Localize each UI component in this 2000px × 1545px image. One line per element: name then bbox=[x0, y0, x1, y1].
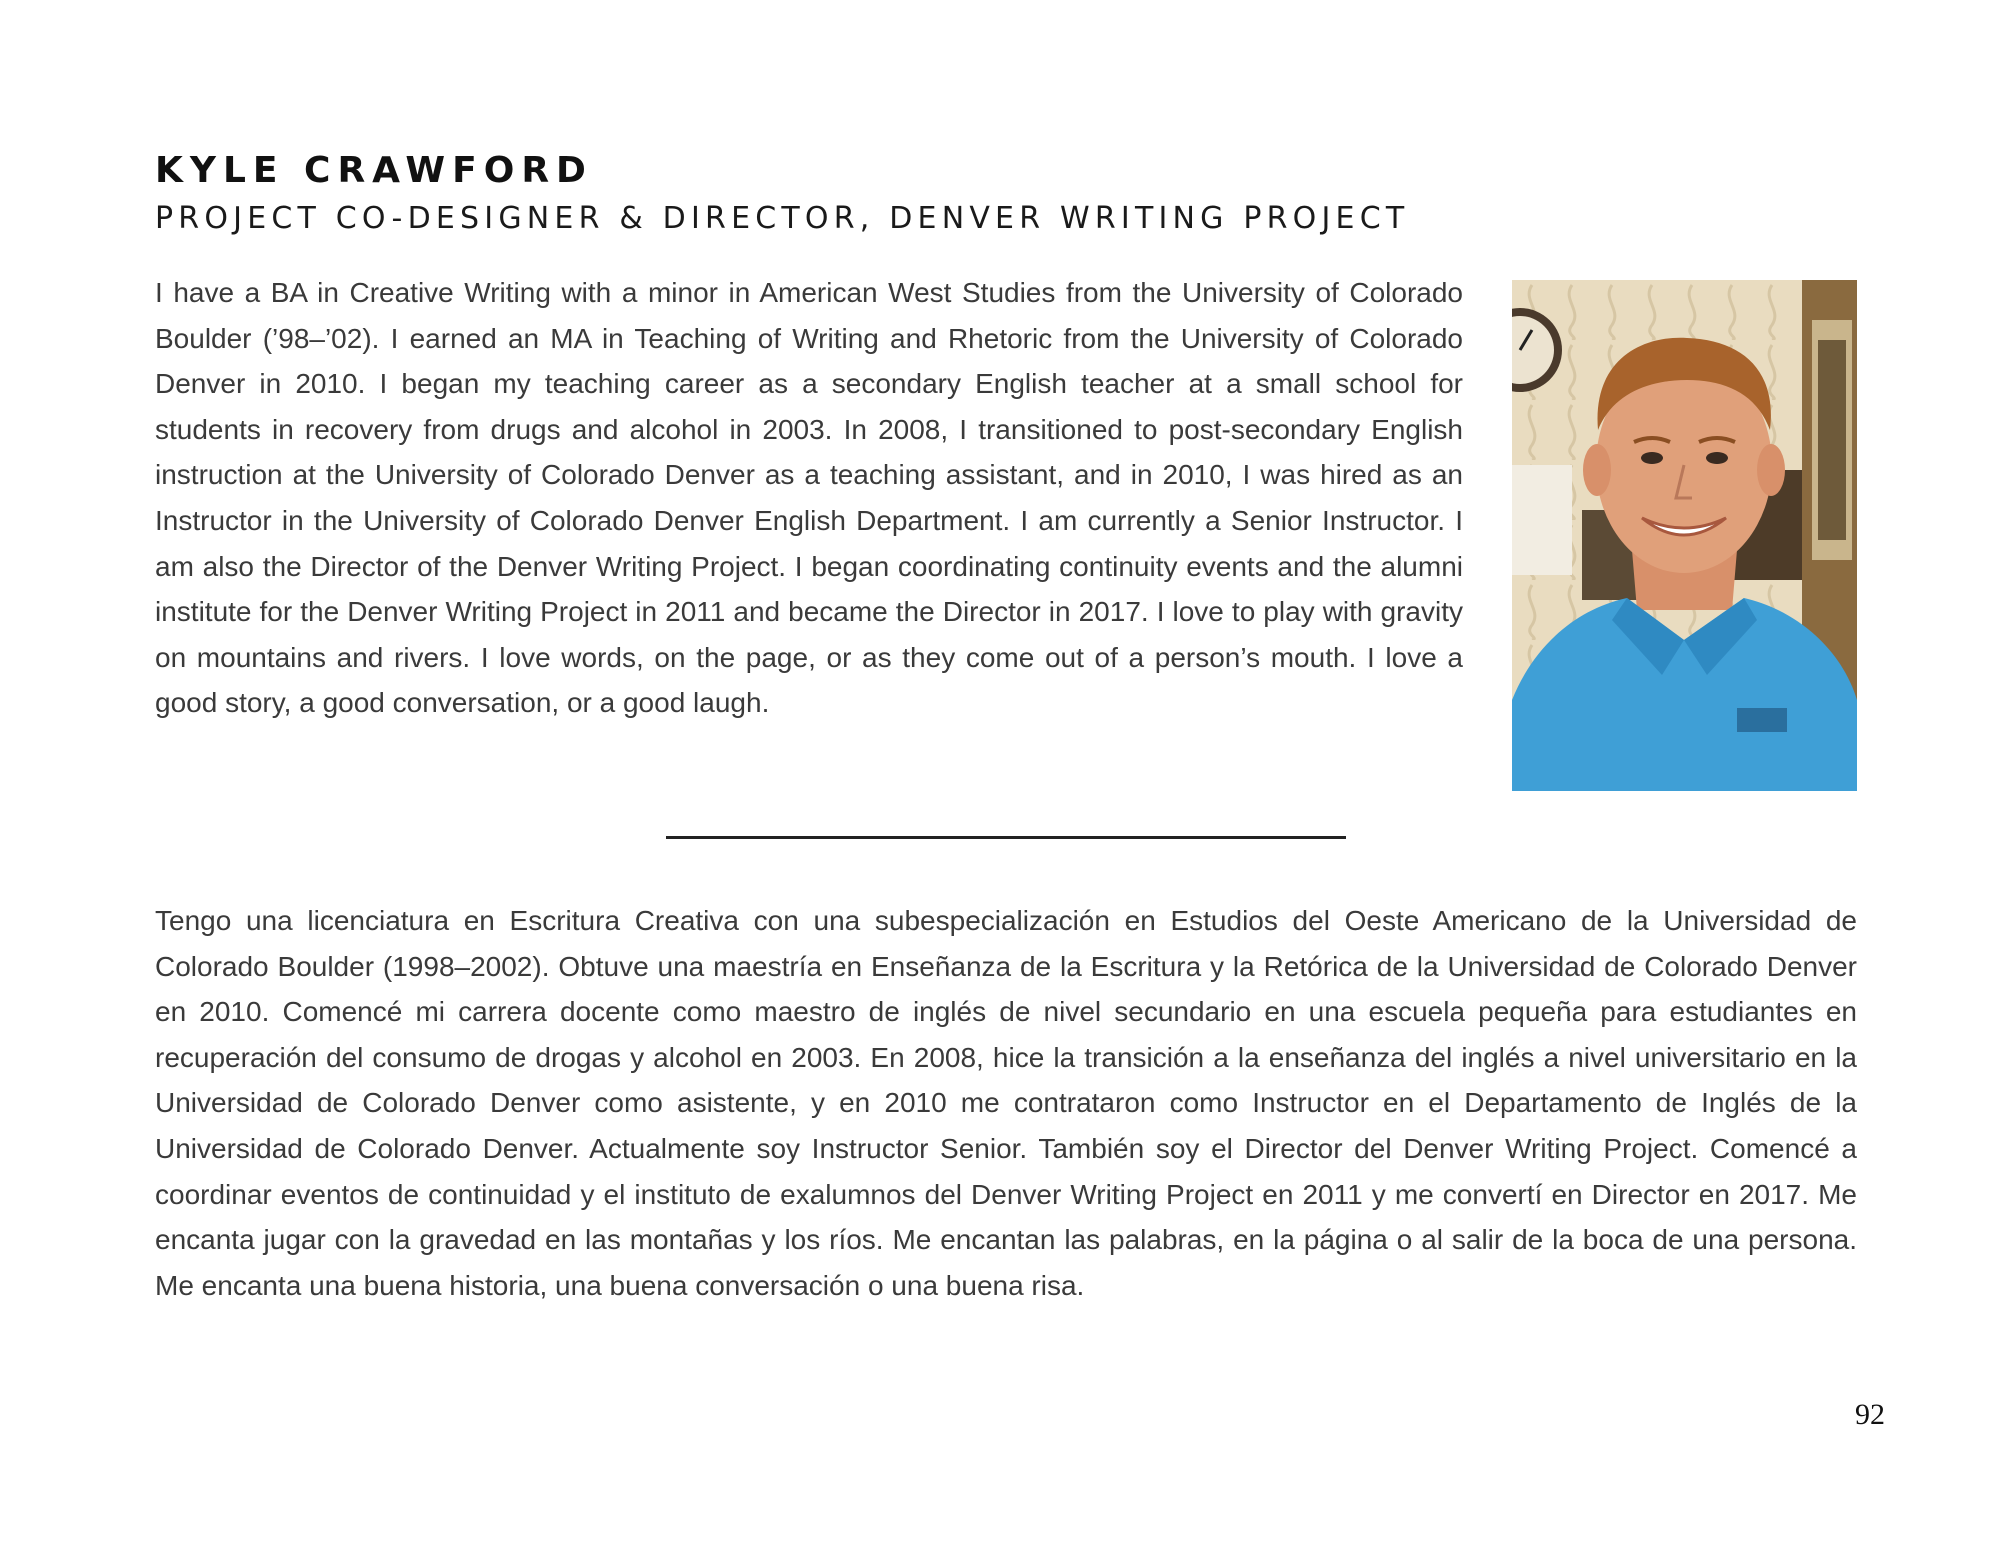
person-role: PROJECT CO-DESIGNER & DIRECTOR, DENVER WRITING PROJECT bbox=[155, 201, 1410, 236]
page-number: 92 bbox=[1855, 1398, 1885, 1431]
bio-english: I have a BA in Creative Writing with a minor in American West Studies from the University of Colorado Boulder (’98–’02). I earned an MA in Teaching of Writing and Rhetoric from the University of Colorado Denver in 2010. I began my teaching career as a secondary English teacher at a small school for students in recovery from drugs and alcohol in 2003. In 2008, I transitioned to post-secondary English instruction at the University of Colorado Denver as a teaching assistant, and in 2010, I was hired as an Instructor in the University of Colorado Denver English Department. I am currently a Senior Instructor. I am also the Director of the Denver Writing Project. I began coordinating continuity events and the alumni institute for the Denver Writing Project in 2011 and became the Director in 2017. I love to play with gravity on mountains and rivers. I love words, on the page, or as they come out of a person’s mouth. I love a good story, a good conversation, or a good laugh. bbox=[155, 277, 1463, 719]
section-divider bbox=[666, 836, 1346, 839]
profile-photo bbox=[1512, 280, 1857, 791]
bio-spanish: Tengo una licenciatura en Escritura Creativa con una subespecialización en Estudios del Oeste Americano de la Universidad de Colorado Boulder (1998–2002). Obtuve una maestría en Enseñanza de la Escritura y la Retórica de la Universidad de Colorado Denver en 2010. Comencé mi carrera docente como maestro de inglés de nivel secundario en una escuela pequeña para estudiantes en recuperación del consumo de drogas y alcohol en 2003. En 2008, hice la transición a la enseñanza del inglés a nivel universitario en la Universidad de Colorado Denver como asistente, y en 2010 me contrataron como Instructor en el Departamento de Inglés de la Universidad de Colorado Denver. Actualmente soy Instructor Senior. También soy el Director del Denver Writing Project. Comencé a coordinar eventos de continuidad y el instituto de exalumnos del Denver Writing Project en 2011 y me convertí en Director en 2017. Me encanta jugar con la gravedad en las montañas y los ríos. Me encantan las palabras, en la página o al salir de la boca de una persona. Me encanta una buena historia, una buena conversación o una buena risa. bbox=[155, 905, 1857, 1301]
person-name: KYLE CRAWFORD bbox=[155, 150, 593, 191]
